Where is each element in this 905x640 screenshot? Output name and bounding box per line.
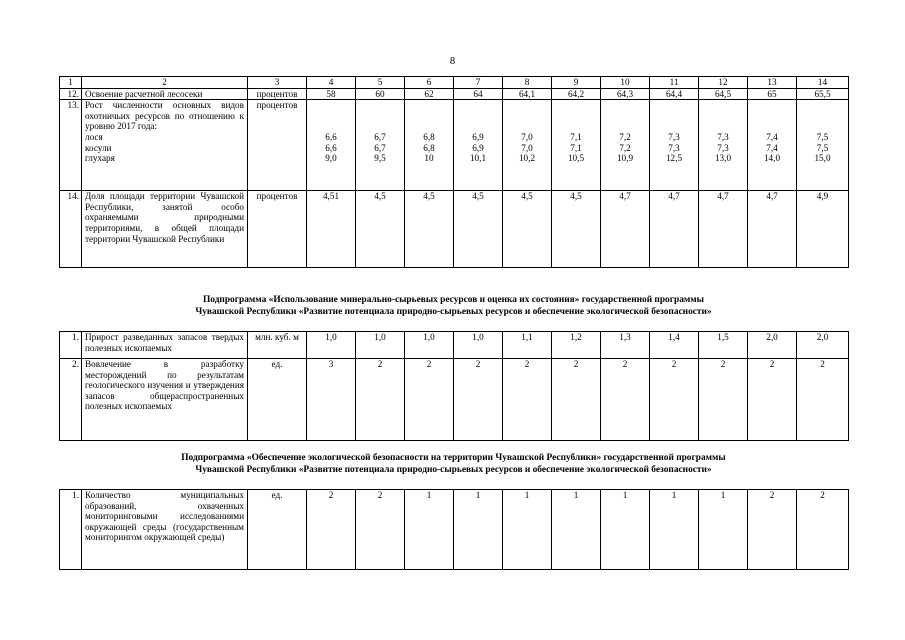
table-row xyxy=(60,359,849,441)
value-line: 7,1 xyxy=(570,132,582,143)
value-line: 10,5 xyxy=(567,153,585,164)
indicator-name: Количество муниципальных образований, охваченных мониторинговыми исследованиями окружающей среды (государственным мониторингом окружающей среды) xyxy=(82,490,248,570)
value-line: 7,2 xyxy=(619,142,631,153)
value-cell: 1,2 xyxy=(552,332,601,359)
subprogram-heading xyxy=(59,452,848,476)
value-line: 9,0 xyxy=(325,153,337,164)
value-line: 7,5 xyxy=(816,132,829,143)
value-cell: 1,3 xyxy=(601,332,650,359)
header-cell: 10 xyxy=(601,77,650,89)
unit-cell: процентов xyxy=(248,88,307,100)
value-cell: 1,4 xyxy=(650,332,699,359)
value-cell: 4,5 xyxy=(405,191,454,268)
value-cell: 2 xyxy=(699,359,748,441)
row-number: 2. xyxy=(60,359,82,441)
value-line: 7,0 xyxy=(521,132,533,143)
value-line: 15,0 xyxy=(814,153,831,164)
value-cell: 2 xyxy=(454,359,503,441)
value-line: 6,7 xyxy=(374,142,386,153)
value-cell xyxy=(454,100,503,191)
header-cell: 14 xyxy=(797,77,849,89)
value-line: 9,5 xyxy=(374,153,386,164)
value-cell: 4,5 xyxy=(454,191,503,268)
value-line: 10,9 xyxy=(616,153,634,164)
value-cell: 60 xyxy=(356,88,405,100)
value-cell: 4,7 xyxy=(601,191,650,268)
value-cell xyxy=(748,100,797,191)
row-number: 13. xyxy=(60,100,82,191)
value-cell: 1 xyxy=(699,490,748,570)
value-line: 6,8 xyxy=(423,142,435,153)
value-cell: 4,51 xyxy=(307,191,356,268)
value-line: 7,3 xyxy=(668,142,680,153)
value-cell: 58 xyxy=(307,88,356,100)
value-cell: 2 xyxy=(748,359,797,441)
value-cell xyxy=(552,100,601,191)
value-cell: 1 xyxy=(454,490,503,570)
header-cell: 7 xyxy=(454,77,503,89)
subprogram-heading-line: Подпрограмма «Использование минерально-сырьевых ресурсов и оценка их состояния» государственной программы xyxy=(202,295,704,305)
value-cell: 2 xyxy=(748,490,797,570)
header-cell: 2 xyxy=(82,77,248,89)
value-cell xyxy=(307,100,356,191)
value-cell: 2 xyxy=(797,490,849,570)
value-line: 13,0 xyxy=(714,153,732,164)
header-cell: 8 xyxy=(503,77,552,89)
indicator-name-main: Рост численности основных видов охотничьих ресурсов по отношению к уровню 2017 года: xyxy=(85,100,244,132)
value-cell: 64,5 xyxy=(699,88,748,100)
table-row xyxy=(60,191,849,268)
value-cell: 1,0 xyxy=(454,332,503,359)
value-cell: 64,3 xyxy=(601,88,650,100)
value-cell: 2 xyxy=(552,359,601,441)
value-cell: 1 xyxy=(650,490,699,570)
header-cell: 1 xyxy=(60,77,82,89)
value-line: 6,8 xyxy=(423,132,435,143)
value-cell xyxy=(797,100,849,191)
value-cell xyxy=(405,100,454,191)
value-cell: 4,5 xyxy=(503,191,552,268)
value-cell: 2 xyxy=(356,359,405,441)
value-line: 7,0 xyxy=(521,142,533,153)
value-line: 6,9 xyxy=(472,142,484,153)
indicator-name: Доля площади территории Чувашской Республики, занятой особо охраняемыми природными территориями, в общей площади территории Чувашской Республики xyxy=(82,191,248,268)
value-cell: 1 xyxy=(503,490,552,570)
row-number: 14. xyxy=(60,191,82,268)
indicator-name: Прирост разведанных запасов твердых полезных ископаемых xyxy=(82,332,248,359)
indicator-subitem: лося xyxy=(85,131,103,142)
value-cell xyxy=(503,100,552,191)
value-cell: 4,9 xyxy=(797,191,849,268)
value-line: 12,5 xyxy=(665,153,683,164)
subprogram-heading-line: Чувашской Республики «Развитие потенциала природно-сырьевых ресурсов и обеспечение экологической безопасности» xyxy=(195,307,712,317)
row-number: 1. xyxy=(60,332,82,359)
value-line: 7,4 xyxy=(766,142,778,153)
indicators-table-2 xyxy=(59,331,849,441)
value-cell: 64,4 xyxy=(650,88,699,100)
unit-cell: ед. xyxy=(248,490,307,570)
value-cell: 1 xyxy=(601,490,650,570)
value-cell: 4,7 xyxy=(650,191,699,268)
row-number: 12. xyxy=(60,88,82,100)
value-cell: 2 xyxy=(797,359,849,441)
value-cell xyxy=(699,100,748,191)
header-cell: 13 xyxy=(748,77,797,89)
value-line: 6,7 xyxy=(374,132,386,143)
value-line: 14,0 xyxy=(763,153,781,164)
header-cell: 11 xyxy=(650,77,699,89)
value-cell: 2,0 xyxy=(748,332,797,359)
value-cell: 64 xyxy=(454,88,503,100)
table-row xyxy=(60,88,849,100)
value-cell: 4,7 xyxy=(748,191,797,268)
indicator-name: Освоение расчетной лесосеки xyxy=(82,88,248,100)
value-cell: 1,0 xyxy=(307,332,356,359)
value-cell: 65 xyxy=(748,88,797,100)
header-cell: 9 xyxy=(552,77,601,89)
subprogram-heading xyxy=(59,294,848,318)
unit-cell: млн. куб. м xyxy=(248,332,307,359)
value-line: 7,3 xyxy=(668,132,680,143)
header-cell: 6 xyxy=(405,77,454,89)
value-cell: 2 xyxy=(601,359,650,441)
value-cell: 64,2 xyxy=(552,88,601,100)
value-cell: 65,5 xyxy=(797,88,849,100)
value-line: 10,2 xyxy=(518,153,536,164)
header-cell: 3 xyxy=(248,77,307,89)
value-line: 10 xyxy=(424,153,434,164)
value-cell: 2,0 xyxy=(797,332,849,359)
value-line: 6,9 xyxy=(472,132,484,143)
value-cell: 4,5 xyxy=(356,191,405,268)
unit-cell: процентов xyxy=(248,191,307,268)
value-cell: 4,5 xyxy=(552,191,601,268)
header-cell: 5 xyxy=(356,77,405,89)
value-cell: 1,5 xyxy=(699,332,748,359)
indicator-subitem: косули xyxy=(85,142,112,153)
indicators-table-3 xyxy=(59,489,849,570)
unit-cell: процентов xyxy=(248,100,307,191)
subprogram-heading-line: Подпрограмма «Обеспечение экологической безопасности на территории Чувашской Республики» государственной программы xyxy=(181,453,726,463)
value-cell: 1,0 xyxy=(405,332,454,359)
indicator-subitem: глухаря xyxy=(85,153,115,164)
value-line: 7,4 xyxy=(766,132,778,143)
value-line: 6,6 xyxy=(325,132,337,143)
value-line: 6,6 xyxy=(325,142,337,153)
indicator-name xyxy=(82,100,248,191)
value-cell: 2 xyxy=(503,359,552,441)
table-row xyxy=(60,490,849,570)
indicators-table-1 xyxy=(59,76,849,268)
value-line: 7,1 xyxy=(570,142,582,153)
value-line: 7,2 xyxy=(619,132,631,143)
indicator-name: Вовлечение в разработку месторождений по результатам геологического изучения и утверждения запасов общераспространенных полезных ископаемых xyxy=(82,359,248,441)
value-cell: 1 xyxy=(405,490,454,570)
value-line: 7,3 xyxy=(717,132,729,143)
value-cell: 64,1 xyxy=(503,88,552,100)
value-cell: 62 xyxy=(405,88,454,100)
value-cell: 1,1 xyxy=(503,332,552,359)
value-cell: 3 xyxy=(307,359,356,441)
value-cell xyxy=(601,100,650,191)
value-cell: 2 xyxy=(650,359,699,441)
page-number: 8 xyxy=(449,56,456,67)
value-line: 7,3 xyxy=(717,142,729,153)
value-cell xyxy=(650,100,699,191)
table-row xyxy=(60,332,849,359)
value-cell: 2 xyxy=(405,359,454,441)
header-cell: 12 xyxy=(699,77,748,89)
value-cell: 1 xyxy=(552,490,601,570)
value-cell: 1,0 xyxy=(356,332,405,359)
value-cell: 4,7 xyxy=(699,191,748,268)
table-row xyxy=(60,100,849,191)
value-line: 10,1 xyxy=(469,153,487,164)
unit-cell: ед. xyxy=(248,359,307,441)
value-cell: 2 xyxy=(307,490,356,570)
value-cell xyxy=(356,100,405,191)
header-cell: 4 xyxy=(307,77,356,89)
value-cell: 2 xyxy=(356,490,405,570)
column-number-row xyxy=(60,77,849,89)
value-line: 7,5 xyxy=(816,142,829,153)
row-number: 1. xyxy=(60,490,82,570)
subprogram-heading-line: Чувашской Республики «Развитие потенциала природно-сырьевых ресурсов и обеспечение экологической безопасности» xyxy=(195,465,712,475)
